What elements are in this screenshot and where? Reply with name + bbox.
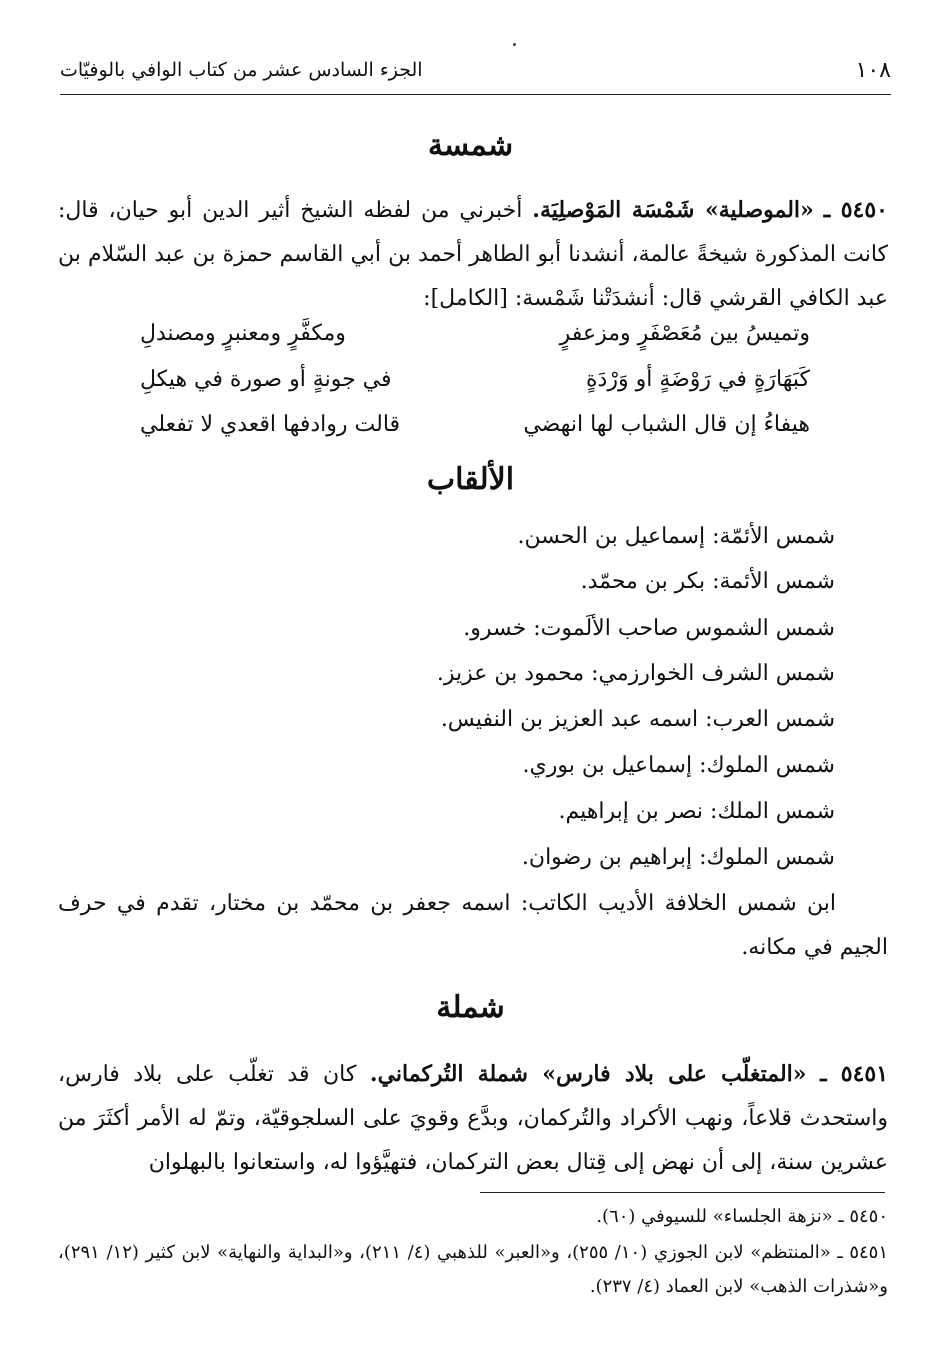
verse-line bbox=[140, 358, 810, 402]
laqab-item: شمس الأئمّة: إسماعيل بن الحسن. bbox=[517, 524, 835, 549]
footnote-rule bbox=[480, 1192, 885, 1193]
verse-line bbox=[140, 312, 810, 356]
footnote-5450: ٥٤٥٠ ـ «نزهة الجلساء» للسيوفي (٦٠). bbox=[596, 1206, 888, 1227]
verse-second-hemistich: في جونةٍ أو صورة في هيكلِ bbox=[140, 367, 392, 392]
running-title: الجزء السادس عشر من كتاب الوافي بالوفيّات bbox=[60, 59, 423, 81]
laqab-closing: ابن شمس الخلافة الأديب الكاتب: اسمه جعفر بن محمّد بن مختار، تقدم في حرف الجيم في مكانه. bbox=[58, 891, 888, 960]
entry-number: ٥٤٥١ ـ bbox=[820, 1061, 889, 1087]
verse-first-hemistich: كَبَهَارَةٍ في رَوْضَةٍ أو وَرْدَةٍ bbox=[586, 367, 810, 392]
laqab-item: شمس الملك: نصر بن إبراهيم. bbox=[558, 799, 835, 824]
laqab-item: شمس الشموس صاحب الألَموت: خسرو. bbox=[463, 616, 835, 641]
laqab-item: شمس الأئمة: بكر بن محمّد. bbox=[580, 569, 835, 594]
section-title-alqab: الألقاب bbox=[426, 462, 515, 497]
footnote-5451: ٥٤٥١ ـ «المنتظم» لابن الجوزي (١٠/ ٢٥٥)، و«العبر» للذهبي (٤/ ٢١١)، و«البداية والنهاية» لابن كثير (١٢/ ٢٩١)، و«شذرات الذهب» لابن العماد (٤/ ٢٣٧). bbox=[58, 1242, 888, 1297]
verse-second-hemistich: قالت روادفها اقعدي لا تفعلي bbox=[140, 412, 401, 437]
laqab-item: شمس العرب: اسمه عبد العزيز بن النفيس. bbox=[440, 707, 835, 732]
entry-lead: «المتغلّب على بلاد فارس» شملة التُركماني. bbox=[369, 1061, 807, 1087]
entry-lead: «الموصلية» شَمْسَة المَوْصلِيَة. bbox=[532, 197, 814, 223]
verse-line bbox=[140, 403, 810, 447]
entry-number: ٥٤٥٠ ـ bbox=[823, 197, 888, 223]
laqab-item: شمس الشرف الخوارزمي: محمود بن عزيز. bbox=[436, 661, 835, 686]
entry-5451 bbox=[58, 1052, 888, 1185]
section-title-shamsa: شمسة bbox=[427, 128, 514, 163]
verse-first-hemistich: وتميسُ بين مُعَصْفَرٍ ومزعفرٍ bbox=[559, 321, 810, 346]
entry-5450 bbox=[58, 188, 888, 321]
page-number: ١٠٨ bbox=[855, 57, 891, 83]
verse-first-hemistich: هيفاءُ إن قال الشباب لها انهضي bbox=[523, 412, 810, 437]
verse-second-hemistich: ومكفَّرٍ ومعنبرٍ ومصندلِ bbox=[140, 321, 346, 346]
laqab-item: شمس الملوك: إسماعيل بن بوري. bbox=[522, 753, 835, 778]
laqab-item: شمس الملوك: إبراهيم بن رضوان. bbox=[521, 845, 835, 870]
section-title-shamla: شملة bbox=[436, 990, 505, 1025]
print-speck bbox=[513, 43, 516, 46]
running-header bbox=[60, 52, 891, 95]
entry-text: كان قد تغلّب على بلاد فارس، واستحدث قلاعاً، ونهب الأكراد والتُركمان، وبدَّع وقويَ على السلجوقيّة، وتمّ له الأمر أكثَرَ من عشرين سنة، إلى أن نهض إلى قِتال بعض التركمان، فتهيَّؤوا له، واستعانوا بالبهلوان bbox=[58, 1062, 888, 1175]
entry-text: أخبرني من لفظه الشيخ أثير الدين أبو حيان، قال: كانت المذكورة شيخةً عالمة، أنشدنا أبو الطاهر أحمد بن أبي القاسم حمزة بن عبد السّلام بن عبد الكافي القرشي قال: أنشدَتْنا شَمْسة: [الكامل]: bbox=[58, 198, 888, 311]
